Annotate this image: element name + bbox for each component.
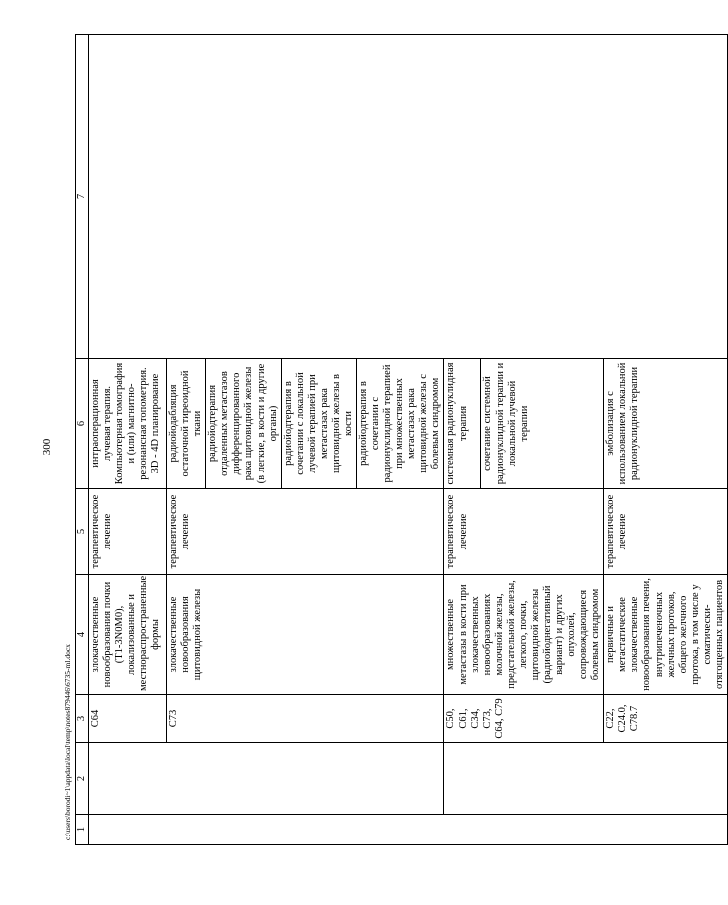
header-col-1: 1 (76, 815, 89, 845)
header-col-4: 4 (76, 575, 89, 695)
method-cell: интраоперационная лучевая терапия. Компьютерная томография и (или) магнитно-резонансная топометрия. 3D - 4D планирование (89, 359, 167, 489)
method-cell: радиойодабляция остаточной тиреоидной ткани (167, 359, 206, 489)
col1-cell (89, 815, 728, 845)
header-col-7: 7 (76, 35, 89, 359)
diagnosis-cell: множественные метастазы в кости при злокачественных новообразованиях молочной железы, предстательной железы, легкого, почки, щитовидной железы (радиойоднегативный вариант) и других опухолей, сопровождающиеся болевым синдромом (444, 575, 604, 695)
code-cell: C73 (167, 695, 444, 743)
method-subcell: сочетание системной радионуклидной терапии и локальной лучевой терапии (482, 362, 530, 485)
rotated-table-container (75, 35, 725, 845)
diagnosis-cell: злокачественные новообразования почки (T1-3N0M0), локализованные и местнораспространенные формы (89, 575, 167, 695)
header-col-5: 5 (76, 489, 89, 575)
method-cell: радиойодтерапия отдаленных метастазов дифференцированного рака щитовидной железы (в легкие, в кости и другие органы) (206, 359, 281, 489)
header-row (76, 35, 89, 845)
method-cell-split (444, 359, 604, 489)
method-cell: эмболизация с использованием локальной радионуклидной терапии (604, 359, 728, 489)
page-number: 300 (41, 438, 53, 456)
code-cell: C50, C61, C34, C73, C64, C79 (444, 695, 604, 743)
footer-file-path: c:\users\borodi~1\appdata\local\temp\notes879446\6735-ml.docx (63, 644, 72, 840)
treatment-cell: терапевтическое лечение (167, 489, 444, 575)
treatment-cell: терапевтическое лечение (444, 489, 604, 575)
header-col-3: 3 (76, 695, 89, 743)
col2-cell (444, 743, 727, 815)
method-cell: радиойодтерапия в сочетании с радионуклидной терапией при множественных метастазах рака щитовидной железы с болевым синдромом (357, 359, 444, 489)
table-row (89, 35, 167, 845)
treatment-cell: терапевтическое лечение (604, 489, 728, 575)
col7-cell (89, 35, 728, 359)
code-cell: C64 (89, 695, 167, 743)
method-cell: радиойодтерапия в сочетании с локальной лучевой терапией при метастазах рака щитовидной железы в кости (281, 359, 356, 489)
footer-file-path-wrapper (63, 644, 73, 850)
code-cell: C22, C24.0, C78.7 (604, 695, 728, 743)
col2-cell (89, 743, 444, 815)
treatment-cell: терапевтическое лечение (89, 489, 167, 575)
diagnosis-cell: злокачественные новообразования щитовидной железы (167, 575, 444, 695)
treatment-table (75, 34, 728, 845)
diagnosis-cell: первичные и метастатические злокачественные новообразования печени, внутрипеченочных желчных протоков, общего желчного протока, в том числе у соматически-отягощенных пациентов (604, 575, 728, 695)
method-subcell: системная радионуклидная терапия (444, 359, 481, 488)
header-col-2: 2 (76, 743, 89, 815)
header-col-6: 6 (76, 359, 89, 489)
